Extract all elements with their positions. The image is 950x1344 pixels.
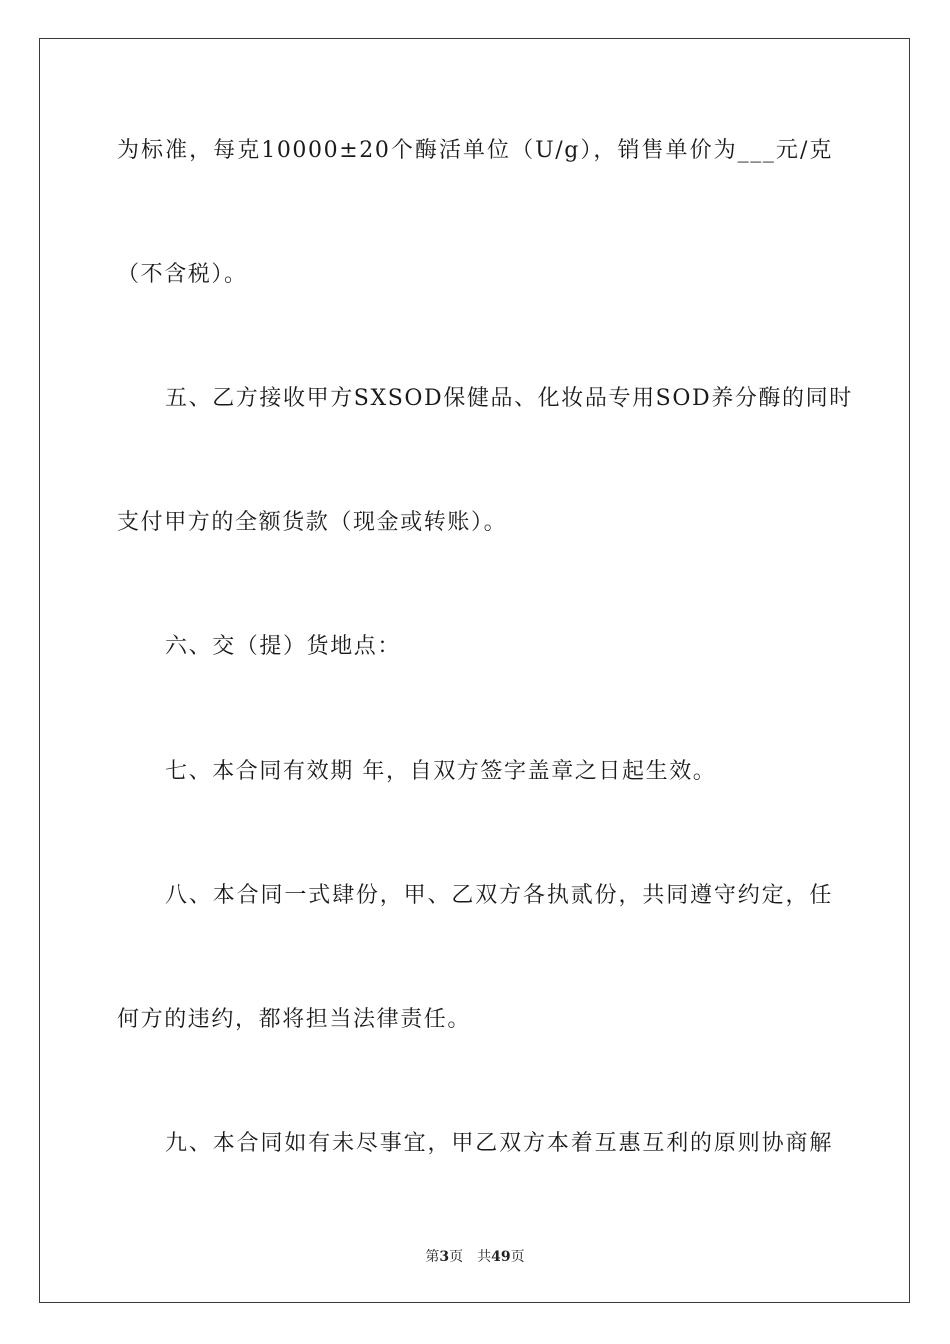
body-line-1: 为标准，每克10000±20个酶活单位（U/g），销售单价为___元/克: [117, 138, 833, 163]
page-border: [39, 38, 910, 1303]
footer-total-suffix: 页: [510, 1249, 525, 1265]
footer-page-prefix: 第: [425, 1249, 440, 1265]
clause-8-line-2: 何方的违约，都将担当法律责任。: [117, 1007, 472, 1032]
clause-5-line-2: 支付甲方的全额货款（现金或转账）。: [117, 510, 508, 535]
clause-5-line-1: 五、乙方接收甲方SXSOD保健品、化妆品专用SOD养分酶的同时: [165, 386, 853, 411]
clause-9-line-1: 九、本合同如有未尽事宜，甲乙双方本着互惠互利的原则协商解: [165, 1131, 833, 1156]
footer-total-prefix: 共: [477, 1249, 492, 1265]
footer-page-number: 3: [439, 1249, 450, 1265]
clause-7: 七、本合同有效期 年，自双方签字盖章之日起生效。: [165, 759, 717, 784]
footer-total-pages: 49: [491, 1249, 511, 1265]
page-footer: [0, 1248, 950, 1266]
footer-page-suffix: 页: [449, 1249, 464, 1265]
body-line-2: （不含税）。: [117, 262, 248, 287]
clause-8-line-1: 八、本合同一式肆份，甲、乙双方各执贰份，共同遵守约定，任: [165, 883, 833, 908]
clause-6: 六、交（提）货地点：: [165, 634, 402, 659]
